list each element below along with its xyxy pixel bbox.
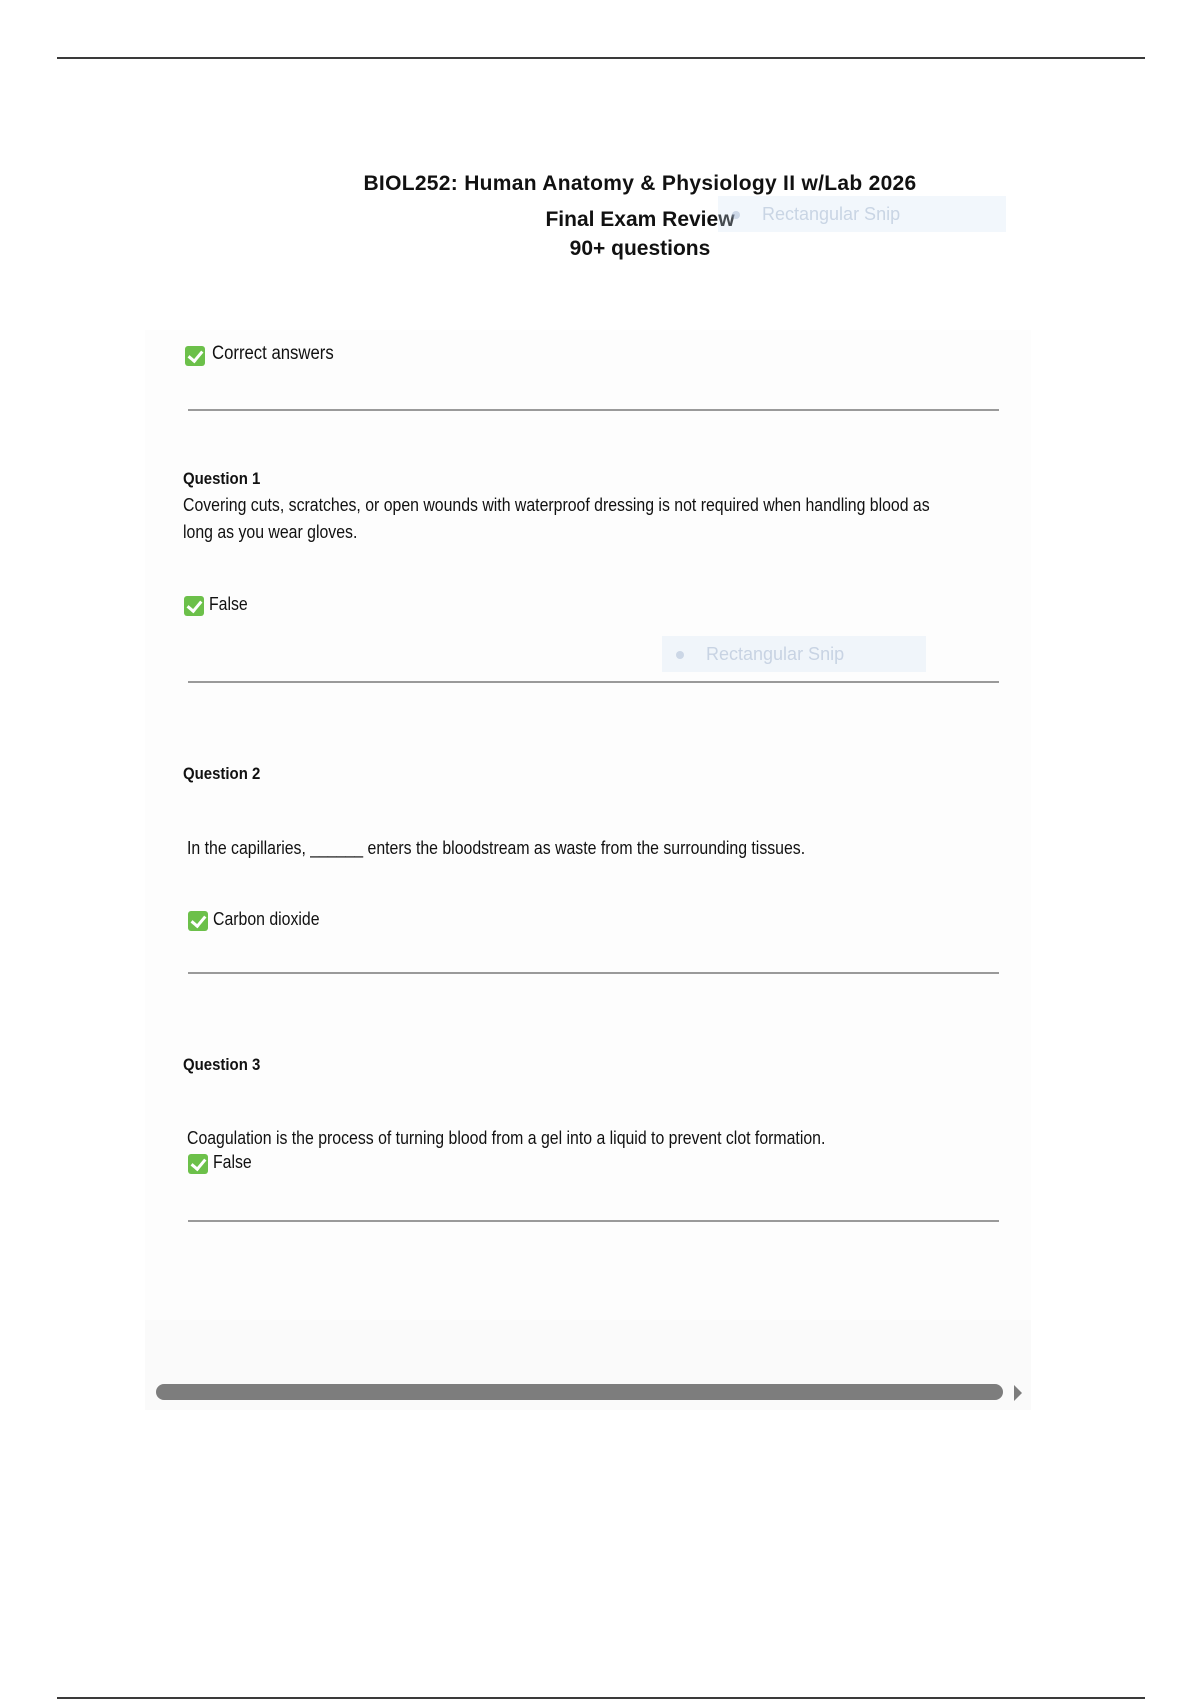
section-divider (188, 1220, 999, 1222)
document-subtitle: Final Exam Review (545, 208, 735, 231)
snip-overlay-label: Rectangular Snip (706, 644, 845, 664)
content-panel (145, 330, 1031, 1410)
document-title: BIOL252: Human Anatomy & Physiology II w/Lab 2026 (363, 172, 917, 195)
section-divider (188, 409, 999, 411)
snip-dot-icon (732, 211, 740, 219)
page-top-rule (57, 57, 1145, 59)
question-2-answer: Carbon dioxide (213, 909, 320, 929)
horizontal-scrollbar-thumb[interactable] (156, 1384, 1003, 1400)
question-2-text: In the capillaries, ______ enters the bloodstream as waste from the surrounding tissues. (187, 838, 806, 858)
checkmark-box-icon (188, 1154, 208, 1174)
page-bottom-rule (57, 1697, 1145, 1699)
question-1-text-line-1: Covering cuts, scratches, or open wounds with waterproof dressing is not required when handling blood as (183, 495, 930, 515)
question-1-answer: False (209, 594, 248, 614)
scroll-right-arrow-icon[interactable] (1014, 1385, 1022, 1401)
rectangular-snip-overlay (718, 196, 1006, 232)
rectangular-snip-overlay (662, 636, 926, 672)
question-3-heading: Question 3 (183, 1055, 261, 1074)
section-divider (188, 972, 999, 974)
checkmark-box-icon (188, 911, 208, 931)
question-1-text-line-2: long as you wear gloves. (183, 522, 358, 542)
question-3-answer: False (213, 1152, 252, 1172)
question-1-heading: Question 1 (183, 469, 261, 488)
question-3-text: Coagulation is the process of turning blood from a gel into a liquid to prevent clot formation. (187, 1128, 826, 1148)
correct-answers-label: Correct answers (212, 343, 334, 364)
snip-dot-icon (676, 651, 684, 659)
question-2-heading: Question 2 (183, 764, 261, 783)
section-divider (188, 681, 999, 683)
checkmark-box-icon (185, 346, 205, 366)
checkmark-box-icon (184, 596, 204, 616)
snip-overlay-label: Rectangular Snip (762, 204, 901, 224)
question-count: 90+ questions (569, 237, 711, 260)
